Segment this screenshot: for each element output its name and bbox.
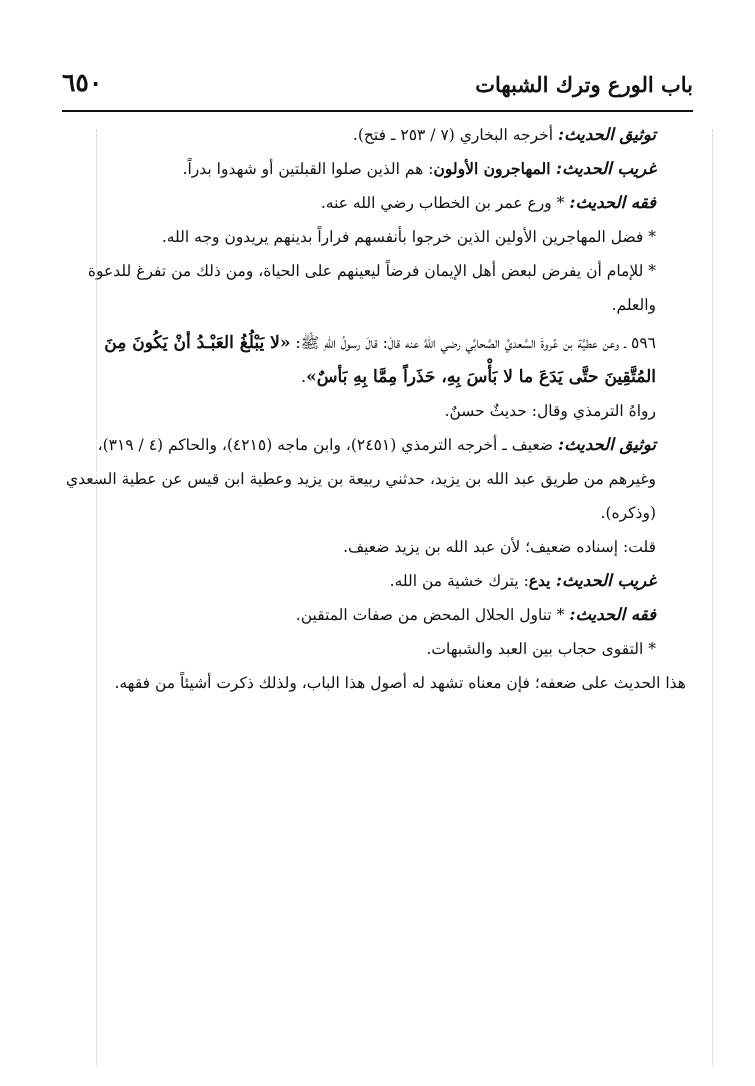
paragraph-text: أخرجه البخاري (٧ / ٢٥٣ ـ فتح). bbox=[352, 126, 558, 144]
documentation-line bbox=[58, 118, 686, 152]
paragraph-text: ضعيف ـ أخرجه الترمذي (٢٤٥١)، وابن ماجه (٤٢١٥)، والحاكم (٤ / ٣١٩)، وغيرهم من طريق عبد الله بن يزيد، حدثني ربيعة بن يزيد وعطية ابن قيس عن عطية السعدي (وذكره). bbox=[66, 436, 656, 522]
bullet-point: * التقوى حجاب بين العبد والشبهات. bbox=[426, 640, 656, 658]
comment-line: قلت: إسناده ضعيف؛ لأن عبد الله بن يزيد ضعيف. bbox=[343, 538, 656, 556]
paragraph-text: : يترك خشية من الله. bbox=[389, 572, 529, 590]
documentation-line bbox=[58, 428, 686, 530]
bullet-point: * فضل المهاجرين الأولين الذين خرجوا بأنفسهم فراراً بدينهم يريدون وجه الله. bbox=[161, 228, 656, 246]
section-label: فقه الحديث: bbox=[569, 193, 656, 212]
page-number: ٦٥٠ bbox=[62, 68, 103, 97]
chapter-title: باب الورع وترك الشبهات bbox=[475, 72, 693, 97]
section-label: فقه الحديث: bbox=[569, 605, 656, 624]
paragraph-text: * ورع عمر بن الخطاب رضي الله عنه. bbox=[320, 194, 570, 212]
hadith-quote: «لا يَبْلُغُ العَبْـدُ أنْ يَكُونَ مِنَ المُتَّقِينَ حتَّى يَدَعَ ما لا بَأْسَ بِهِ، حَذَراً مِمَّا بِهِ بَأسٌ» bbox=[104, 333, 656, 387]
section-label: غريب الحديث: bbox=[555, 571, 656, 590]
paragraph-text: : هم الذين صلوا القبلتين أو شهدوا بدراً. bbox=[182, 160, 434, 178]
hadith-paragraph bbox=[58, 326, 686, 394]
bullet-point: * للإمام أن يفرض لبعض أهل الإيمان فرضاً ليعينهم على الحياة، ومن ذلك من تفرغ للدعوة والعلم. bbox=[87, 262, 656, 314]
narration-line: رواهُ الترمذي وقال: حديثٌ حسنٌ. bbox=[444, 402, 656, 420]
closing-paragraph: هذا الحديث على ضعفه؛ فإن معناه تشهد له أصول هذا الباب، ولذلك ذكرت أشيئاً من فقهه. bbox=[114, 674, 686, 692]
section-label: غريب الحديث: bbox=[555, 159, 656, 178]
paragraph-text: * تناول الحلال المحض من صفات المتقين. bbox=[295, 606, 570, 624]
jurisprudence-line bbox=[58, 186, 686, 220]
hadith-end: . bbox=[301, 368, 307, 386]
section-label: توثيق الحديث: bbox=[557, 125, 656, 144]
jurisprudence-line bbox=[58, 598, 686, 632]
term: يدع bbox=[528, 571, 556, 590]
vocabulary-line bbox=[58, 564, 686, 598]
scan-margin-mark bbox=[96, 130, 97, 1066]
section-label: توثيق الحديث: bbox=[557, 435, 656, 454]
hadith-intro: ٥٩٦ ـ وعن عطيَّة بن عُروةَ السَّعديِّ الصَّحابِّي رضي اللهُ عنه قالَ: قالَ رسولُ اللهِ ﷺ: bbox=[290, 334, 656, 352]
page-body bbox=[58, 118, 686, 700]
scan-margin-mark bbox=[712, 130, 713, 1066]
page-header bbox=[62, 62, 693, 112]
vocabulary-line bbox=[58, 152, 686, 186]
term: المهاجرون الأولون bbox=[433, 159, 556, 178]
